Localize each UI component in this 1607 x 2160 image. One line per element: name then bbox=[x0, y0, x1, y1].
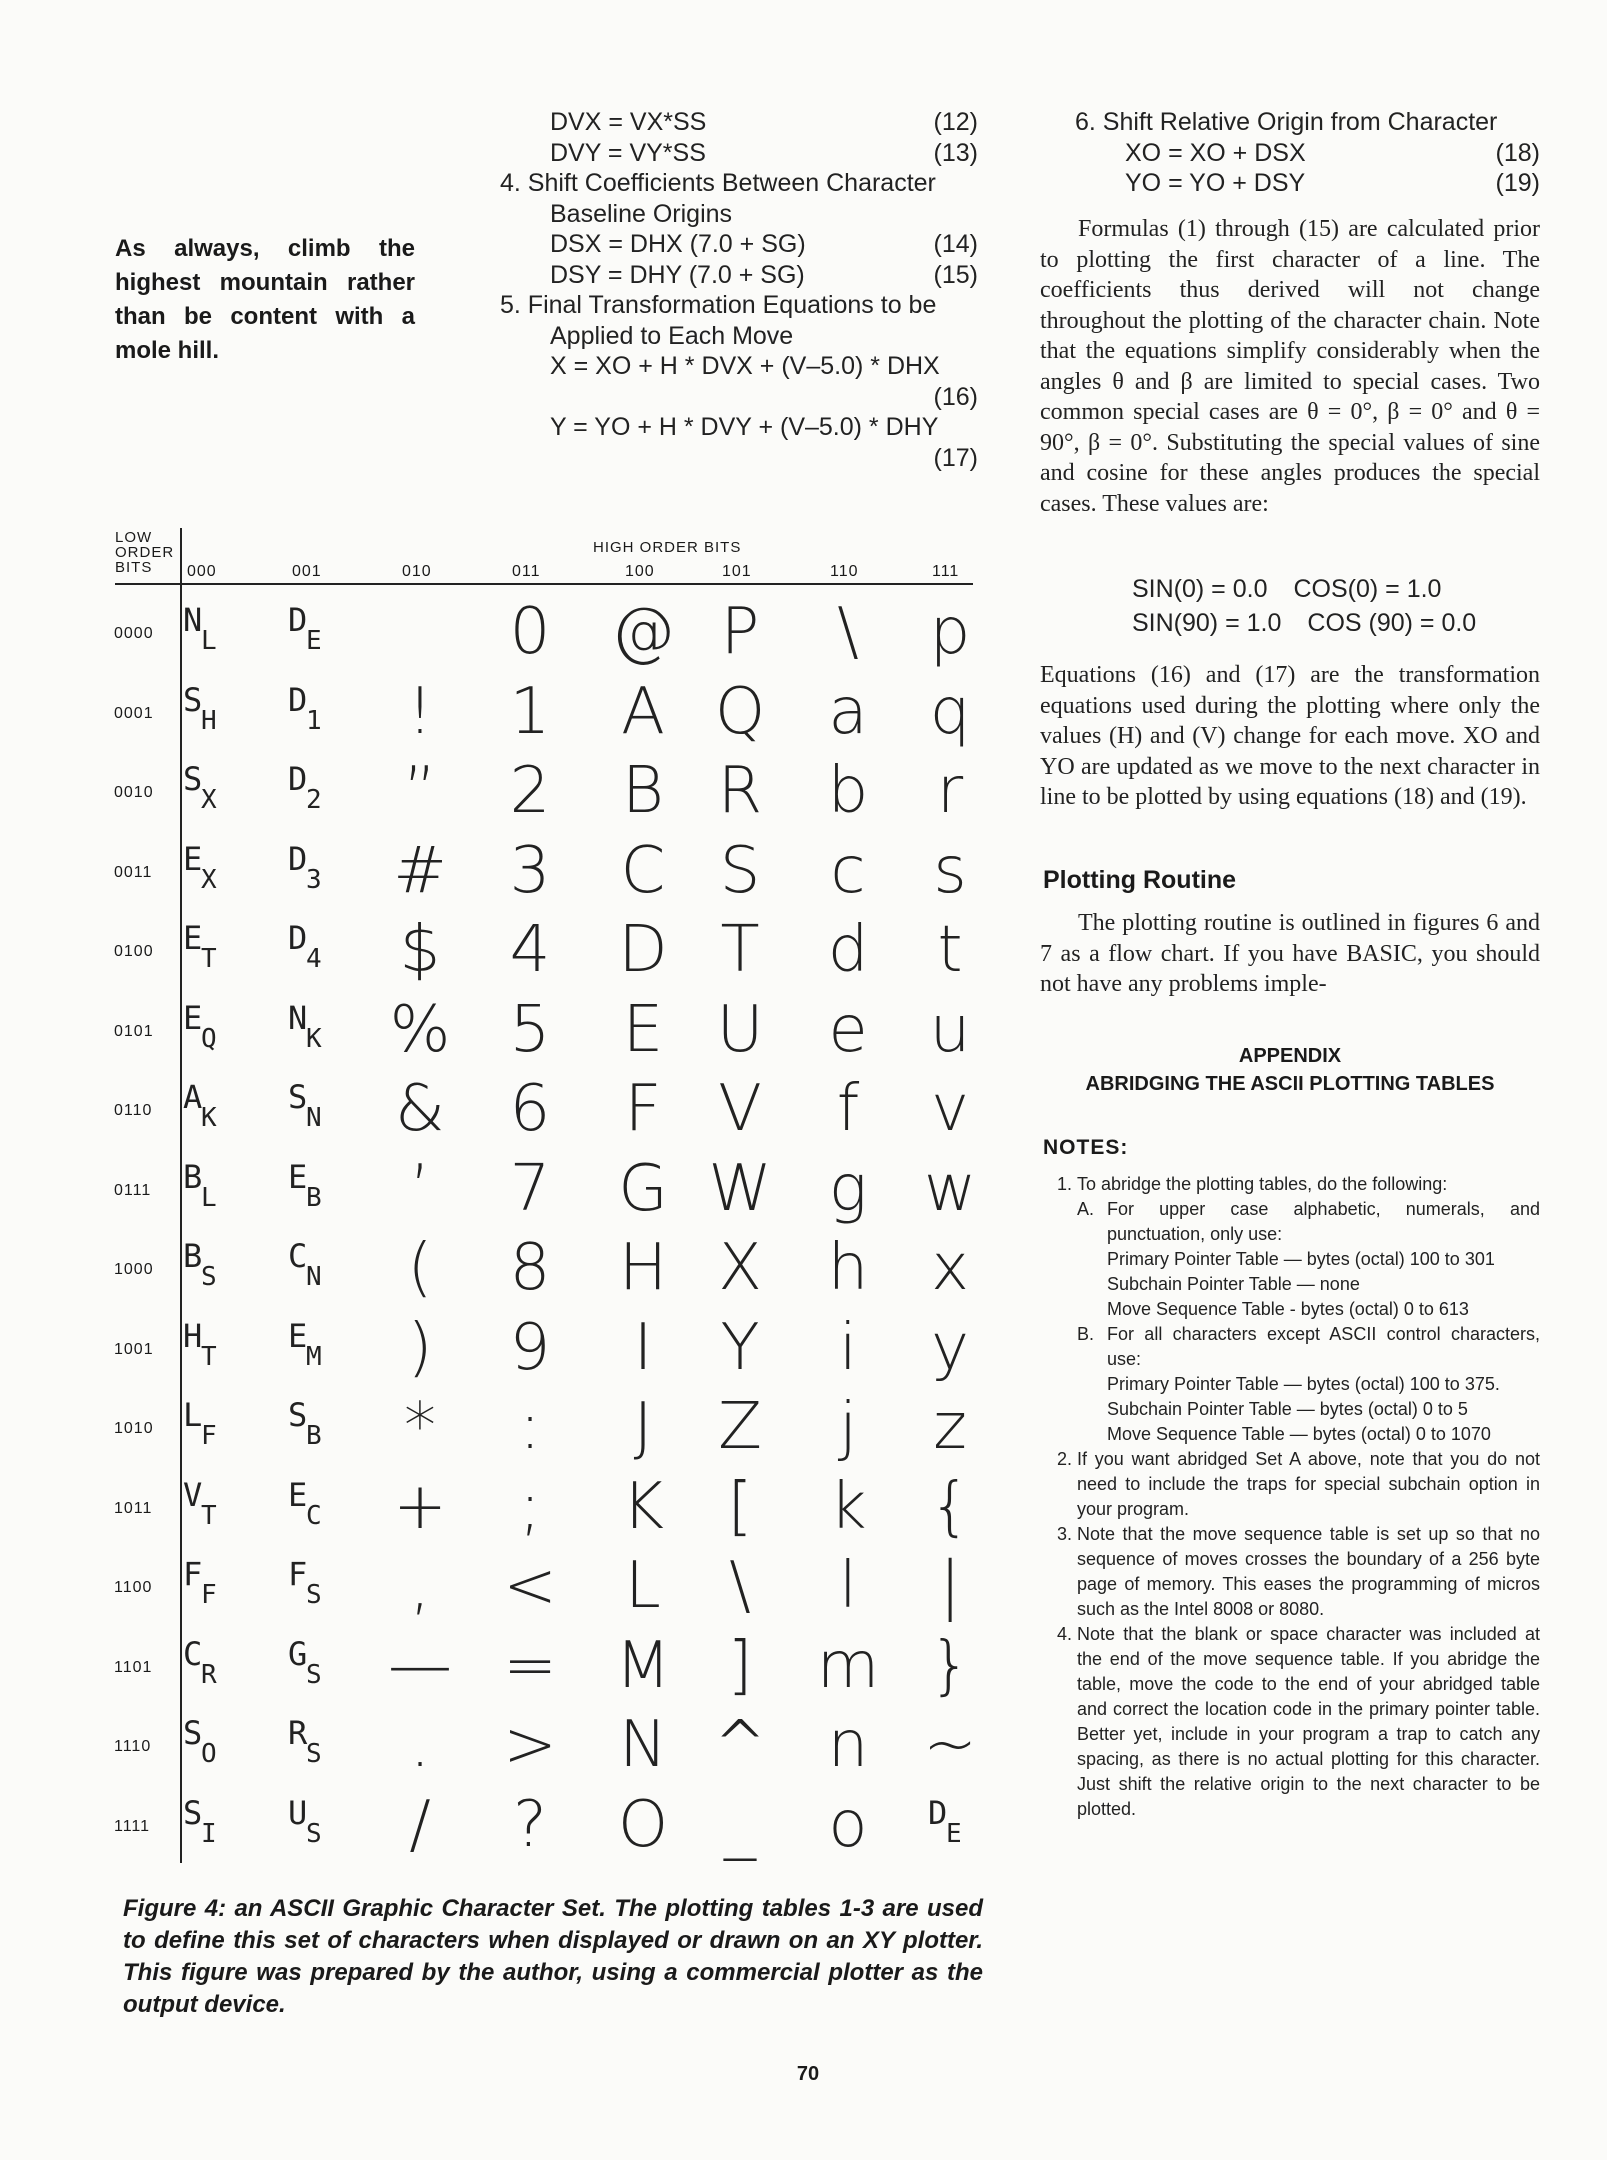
row-header-1101: 1101 bbox=[114, 1658, 153, 1676]
char-cell-000-0010-second-letter: X bbox=[201, 785, 217, 815]
char-cell-001-1110-second-letter: S bbox=[306, 1739, 322, 1769]
char-cell-000-1100-second-letter: F bbox=[201, 1580, 217, 1610]
char-cell-010-0001: ! bbox=[407, 674, 433, 749]
char-cell-001-0101-first-letter: N bbox=[288, 998, 308, 1037]
row-header-0000: 0000 bbox=[114, 625, 154, 642]
char-cell-000-1110-first-letter: S bbox=[183, 1714, 203, 1752]
char-cell-010-1010: * bbox=[404, 1390, 436, 1464]
char-cell-000-0100-first-letter: E bbox=[183, 919, 203, 957]
equation-14: DSX = DHX (7.0 + SG) (14) bbox=[550, 230, 978, 258]
special-values bbox=[1132, 572, 1492, 640]
char-cell-111-1100: | bbox=[939, 1549, 961, 1623]
equation-16-number: (16) bbox=[933, 382, 978, 411]
char-cell-011-1100: < bbox=[503, 1549, 557, 1623]
char-cell-010-0010: ” bbox=[403, 754, 437, 828]
char-cell-011-0001: 1 bbox=[509, 674, 551, 749]
char-cell-000-1111-first-letter: S bbox=[183, 1793, 203, 1832]
char-cell-110-1000: h bbox=[827, 1231, 869, 1305]
char-cell-100-0100: D bbox=[618, 913, 668, 987]
char-cell-101-1110: ^ bbox=[713, 1708, 767, 1782]
char-cell-010-0011: # bbox=[393, 833, 447, 908]
char-cell-110-0011: c bbox=[830, 833, 866, 908]
char-cell-111-1001: y bbox=[931, 1310, 969, 1385]
char-cell-111-0010: r bbox=[936, 754, 964, 828]
char-cell-100-1101: M bbox=[615, 1628, 671, 1703]
char-cell-001-1010-first-letter: S bbox=[288, 1396, 308, 1434]
char-cell-000-1011 bbox=[183, 1475, 233, 1539]
char-cell-100-0111: G bbox=[618, 1151, 668, 1226]
char-cell-110-0100: d bbox=[827, 913, 869, 987]
char-cell-001-1100-second-letter: S bbox=[306, 1580, 322, 1610]
char-cell-000-0001-second-letter: H bbox=[201, 705, 217, 736]
char-cell-010-1101: — bbox=[388, 1628, 452, 1703]
step-4-heading: 4. Shift Coefficients Between Character bbox=[500, 169, 936, 197]
char-cell-000-1111 bbox=[183, 1793, 233, 1857]
char-cell-001-1011-first-letter: E bbox=[288, 1475, 308, 1514]
char-cell-001-0000-first-letter: D bbox=[288, 601, 308, 639]
char-cell-000-1000-first-letter: B bbox=[183, 1237, 203, 1275]
equation-15: DSY = DHY (7.0 + SG) (15) bbox=[550, 260, 978, 289]
step-6-heading: 6. Shift Relative Origin from Character bbox=[1075, 108, 1498, 136]
char-cell-000-0011-first-letter: E bbox=[183, 839, 203, 878]
char-cell-101-0010: R bbox=[717, 754, 763, 828]
char-cell-110-0000: \ bbox=[837, 595, 859, 669]
char-cell-000-0111-second-letter: L bbox=[201, 1182, 217, 1213]
char-cell-001-1100 bbox=[288, 1555, 338, 1618]
row-header-1010: 1010 bbox=[114, 1420, 154, 1437]
char-cell-010-1000: ( bbox=[407, 1231, 433, 1305]
sin-90-value: SIN(90) = 1.0 bbox=[1132, 609, 1282, 637]
char-cell-110-1111: o bbox=[828, 1787, 868, 1862]
char-cell-101-0101: U bbox=[716, 992, 764, 1067]
char-cell-001-0100 bbox=[288, 919, 338, 982]
char-cell-001-0011-first-letter: D bbox=[288, 839, 308, 878]
row-header-1110: 1110 bbox=[114, 1738, 152, 1755]
column-header-000: 000 bbox=[187, 563, 217, 580]
char-cell-001-1010-second-letter: B bbox=[306, 1421, 322, 1451]
char-cell-000-1001 bbox=[183, 1316, 233, 1380]
char-cell-000-1100 bbox=[183, 1555, 233, 1618]
char-cell-001-1011-second-letter: C bbox=[306, 1500, 322, 1531]
cos-90-value: COS (90) = 0.0 bbox=[1307, 609, 1477, 637]
char-cell-001-0100-first-letter: D bbox=[288, 919, 308, 957]
char-cell-001-0111 bbox=[288, 1157, 338, 1221]
char-cell-000-0000-second-letter: L bbox=[201, 626, 217, 656]
figure-caption: Figure 4: an ASCII Graphic Character Set. The plotting tables 1-3 are used to define this set of characters when displayed or drawn on an XY plotter. This figure was prepared by the author, using a commercial plotter as the output device. bbox=[123, 1895, 983, 2018]
char-cell-110-0111: g bbox=[828, 1151, 868, 1226]
step-5-heading: 5. Final Transformation Equations to be bbox=[500, 291, 937, 319]
char-cell-000-1010-second-letter: F bbox=[201, 1421, 217, 1451]
column-header-101: 101 bbox=[722, 563, 752, 580]
char-cell-001-0110-first-letter: S bbox=[288, 1078, 308, 1116]
char-cell-000-0110-second-letter: K bbox=[201, 1103, 217, 1133]
char-cell-011-0000: 0 bbox=[509, 595, 551, 669]
cos-0-value: COS(0) = 1.0 bbox=[1293, 575, 1442, 603]
step-4-subheading: Baseline Origins bbox=[550, 199, 733, 228]
row-header-1111: 1111 bbox=[114, 1817, 151, 1835]
char-cell-001-0111-second-letter: B bbox=[306, 1182, 322, 1213]
char-cell-001-0110 bbox=[288, 1078, 338, 1141]
char-cell-101-0110: V bbox=[718, 1072, 762, 1146]
char-cell-001-0011 bbox=[288, 839, 338, 903]
row-header-0011: 0011 bbox=[114, 863, 153, 881]
high-order-bits-label: HIGH ORDER BITS bbox=[593, 539, 742, 556]
char-cell-000-1001-second-letter: T bbox=[201, 1341, 217, 1372]
char-cell-000-0000-first-letter: N bbox=[183, 601, 203, 639]
char-cell-011-1110: > bbox=[503, 1708, 557, 1782]
char-cell-010-1011: + bbox=[393, 1469, 447, 1544]
row-header-0101: 0101 bbox=[114, 1022, 154, 1040]
char-cell-111-1110: ~ bbox=[923, 1708, 977, 1782]
char-cell-101-1100: \ bbox=[729, 1549, 751, 1623]
char-cell-000-1101-second-letter: R bbox=[201, 1659, 217, 1690]
row-header-0001: 0001 bbox=[114, 704, 154, 722]
char-cell-100-1001: I bbox=[633, 1310, 653, 1385]
equation-12: DVX = VX*SS (12) bbox=[550, 108, 978, 136]
char-cell-010-0101: % bbox=[389, 992, 451, 1067]
char-cell-011-0010: 2 bbox=[509, 754, 551, 828]
char-cell-111-1111-second-letter: E bbox=[946, 1818, 962, 1849]
char-cell-001-0111-first-letter: E bbox=[288, 1157, 308, 1196]
sin-0-value: SIN(0) = 0.0 bbox=[1132, 575, 1268, 603]
step-5-subheading: Applied to Each Move bbox=[550, 321, 794, 350]
low-order-bits-label: LOW ORDER BITS bbox=[115, 529, 175, 576]
column-header-011: 011 bbox=[512, 563, 541, 580]
char-cell-001-0001-second-letter: 1 bbox=[306, 705, 322, 736]
column-header-010: 010 bbox=[402, 563, 432, 580]
char-cell-001-1000-second-letter: N bbox=[306, 1262, 322, 1292]
char-cell-001-0010 bbox=[288, 760, 338, 823]
char-cell-001-0000-second-letter: E bbox=[306, 626, 322, 656]
char-cell-000-0100-second-letter: T bbox=[201, 944, 217, 974]
char-cell-001-1111-first-letter: U bbox=[288, 1793, 308, 1832]
char-cell-011-1101: = bbox=[503, 1628, 557, 1703]
char-cell-111-0011: s bbox=[933, 833, 967, 908]
char-cell-000-0110-first-letter: A bbox=[183, 1078, 203, 1116]
char-cell-000-0011 bbox=[183, 839, 233, 903]
char-cell-110-0101: e bbox=[828, 992, 868, 1067]
char-cell-111-1111 bbox=[928, 1793, 978, 1857]
char-cell-001-1111 bbox=[288, 1793, 338, 1857]
char-cell-011-1111: ? bbox=[513, 1787, 547, 1862]
char-cell-111-1011: { bbox=[929, 1469, 971, 1544]
char-cell-010-1100: , bbox=[409, 1549, 431, 1623]
char-cell-001-1100-first-letter: F bbox=[288, 1555, 308, 1593]
char-cell-100-1000: H bbox=[618, 1231, 668, 1305]
note-1: 1. To abridge the plotting tables, do the following: A. For upper case alphabetic, numerals, and punctuation, only use: Primary Pointer Table — bytes (octal) 100 to 301 Subchain Pointer Table — none Move Sequence Table - bytes (octal) 0 to 613 B. For all characters except ASCII control characters, use: Primary Pointer Table — bytes (octal) 100 to 375. Subchain Pointer Table — bytes (octal) 0 to 5 Move Sequence Table — bytes (octal) 0 to 1070 bbox=[1077, 1172, 1540, 1447]
char-cell-001-0010-first-letter: D bbox=[288, 760, 308, 798]
char-cell-111-0001: q bbox=[929, 674, 971, 749]
char-cell-100-1011: K bbox=[622, 1469, 664, 1544]
char-cell-000-1110-second-letter: O bbox=[201, 1739, 217, 1769]
char-cell-011-0110: 6 bbox=[509, 1072, 551, 1146]
char-cell-000-0100 bbox=[183, 919, 233, 982]
char-cell-110-1010: j bbox=[839, 1390, 857, 1464]
row-header-1100: 1100 bbox=[114, 1579, 153, 1596]
char-cell-010-0100: $ bbox=[399, 913, 441, 987]
char-cell-001-0101 bbox=[288, 998, 338, 1062]
char-cell-010-1111: / bbox=[409, 1787, 431, 1862]
appendix-title: APPENDIX bbox=[1238, 1045, 1342, 1067]
char-cell-010-1001: ) bbox=[407, 1310, 433, 1385]
char-cell-000-1101 bbox=[183, 1634, 233, 1698]
row-header-0100: 0100 bbox=[114, 943, 154, 960]
char-cell-001-1101-second-letter: S bbox=[306, 1659, 322, 1690]
note-2: 2. If you want abridged Set A above, note that you do not need to include the traps for special subchain option in your program. bbox=[1077, 1447, 1540, 1522]
column-header-110: 110 bbox=[830, 563, 859, 580]
appendix-subtitle: ABRIDGING THE ASCII PLOTTING TABLES bbox=[1085, 1073, 1495, 1095]
char-cell-000-0011-second-letter: X bbox=[201, 864, 217, 895]
char-cell-000-0101 bbox=[183, 998, 233, 1062]
row-header-0111: 0111 bbox=[114, 1181, 152, 1199]
char-cell-111-0000: p bbox=[929, 595, 971, 669]
char-cell-001-0101-second-letter: K bbox=[306, 1023, 322, 1054]
char-cell-001-1000-first-letter: C bbox=[288, 1237, 308, 1275]
char-cell-001-0001-first-letter: D bbox=[288, 680, 308, 719]
column-header-001: 001 bbox=[292, 563, 322, 580]
column-header-100: 100 bbox=[625, 563, 655, 580]
char-cell-101-1010: Z bbox=[718, 1390, 762, 1464]
char-cell-000-0001 bbox=[183, 680, 233, 744]
char-cell-100-0000: @ bbox=[611, 595, 675, 669]
row-header-1000: 1000 bbox=[114, 1261, 154, 1278]
figure-vertical-rule bbox=[180, 528, 182, 1863]
char-cell-000-0001-first-letter: S bbox=[183, 680, 203, 719]
char-cell-111-0110: v bbox=[931, 1072, 969, 1146]
char-cell-111-1111-first-letter: D bbox=[928, 1793, 948, 1832]
char-cell-100-1111: O bbox=[617, 1787, 669, 1862]
char-cell-101-0111: W bbox=[708, 1151, 772, 1226]
char-cell-001-1110-first-letter: R bbox=[288, 1714, 308, 1752]
char-cell-001-1011 bbox=[288, 1475, 338, 1539]
char-cell-100-1110: N bbox=[619, 1708, 667, 1782]
char-cell-101-0100: T bbox=[720, 913, 760, 987]
char-cell-001-1001-second-letter: M bbox=[306, 1341, 322, 1372]
char-cell-001-0100-second-letter: 4 bbox=[306, 944, 322, 974]
section-heading-plotting-routine: Plotting Routine bbox=[1043, 866, 1237, 894]
paragraph-plotting-routine: The plotting routine is outlined in figures 6 and 7 as a flow chart. If you have BASIC, you should not have any problems imple- bbox=[1040, 910, 1540, 997]
figure-horizontal-rule bbox=[115, 583, 973, 585]
char-cell-000-1011-first-letter: V bbox=[183, 1475, 203, 1514]
column-header-111: 111 bbox=[932, 563, 960, 580]
page-number: 70 bbox=[796, 2063, 820, 2085]
equation-19: YO = YO + DSY (19) bbox=[1125, 169, 1540, 197]
char-cell-011-1010: : bbox=[519, 1390, 541, 1464]
char-cell-010-1110: . bbox=[409, 1708, 431, 1782]
equation-17-number: (17) bbox=[933, 443, 978, 472]
paragraph-formulas: Formulas (1) through (15) are calculated prior to plotting the first character of a line. The coefficients thus derived will not change throughout the plotting of the character chain. Note that the equations simplify considerably when the angles θ and β are limited to special cases. Two common special cases are θ = 0°, β = 0° and θ = 90°, β = 0°. Substituting the special values of sine and cosine for these angles produces the special cases. These values are: bbox=[1040, 216, 1540, 517]
char-cell-100-1100: L bbox=[625, 1549, 661, 1623]
char-cell-011-1011: ; bbox=[519, 1469, 541, 1544]
char-cell-000-1000 bbox=[183, 1237, 233, 1300]
char-cell-001-0110-second-letter: N bbox=[306, 1103, 322, 1133]
char-cell-000-1010-first-letter: L bbox=[183, 1396, 203, 1434]
char-cell-010-0111: ’ bbox=[409, 1151, 431, 1226]
char-cell-000-0010 bbox=[183, 760, 233, 823]
char-cell-001-1101 bbox=[288, 1634, 338, 1698]
char-cell-111-0101: u bbox=[929, 992, 971, 1067]
char-cell-001-0001 bbox=[288, 680, 338, 744]
char-cell-000-0110 bbox=[183, 1078, 233, 1141]
char-cell-011-0101: 5 bbox=[509, 992, 551, 1067]
char-cell-000-1100-first-letter: F bbox=[183, 1555, 203, 1593]
char-cell-111-1101: } bbox=[929, 1628, 971, 1703]
char-cell-101-1101: ] bbox=[727, 1628, 753, 1703]
char-cell-111-0111: w bbox=[923, 1151, 977, 1226]
char-cell-111-0100: t bbox=[937, 913, 963, 987]
notes-title: NOTES: bbox=[1043, 1136, 1129, 1159]
row-header-0010: 0010 bbox=[114, 784, 154, 801]
char-cell-100-0101: E bbox=[622, 992, 664, 1067]
char-cell-000-0010-first-letter: S bbox=[183, 760, 203, 798]
char-cell-001-0011-second-letter: 3 bbox=[306, 864, 322, 895]
row-header-1011: 1011 bbox=[114, 1499, 153, 1517]
char-cell-100-0110: F bbox=[624, 1072, 662, 1146]
char-cell-101-1000: X bbox=[718, 1231, 762, 1305]
char-cell-110-0001: a bbox=[828, 674, 868, 749]
note-4: 4. Note that the blank or space character was included at the end of the move sequence table. If you abridge the table, move the code to the end of your abridged table and correct the location code in the primary pointer table. Better yet, include in your program a trap to catch any spacing, as there is no actual plotting for this character. Just shift the relative origin to the next character to be plotted. bbox=[1077, 1622, 1540, 1822]
char-cell-011-0100: 4 bbox=[509, 913, 551, 987]
char-cell-101-0011: S bbox=[719, 833, 761, 908]
char-cell-000-1011-second-letter: T bbox=[201, 1500, 217, 1531]
char-cell-000-1111-second-letter: I bbox=[201, 1818, 217, 1849]
char-cell-000-0111 bbox=[183, 1157, 233, 1221]
char-cell-000-1010 bbox=[183, 1396, 233, 1459]
equation-13: DVY = VY*SS (13) bbox=[550, 138, 978, 167]
char-cell-111-1010: z bbox=[933, 1390, 967, 1464]
char-cell-000-1000-second-letter: S bbox=[201, 1262, 217, 1292]
char-cell-101-1011: [ bbox=[727, 1469, 753, 1544]
char-cell-000-1101-first-letter: C bbox=[183, 1634, 203, 1673]
char-cell-101-0000: P bbox=[720, 595, 760, 669]
char-cell-000-0111-first-letter: B bbox=[183, 1157, 203, 1196]
char-cell-000-0101-second-letter: Q bbox=[201, 1023, 217, 1054]
row-header-0110: 0110 bbox=[114, 1102, 153, 1119]
char-cell-100-1010: J bbox=[633, 1390, 653, 1464]
char-cell-101-1111: _ bbox=[724, 1787, 756, 1862]
char-cell-000-1110 bbox=[183, 1714, 233, 1777]
pull-quote: As always, climb the highest mountain rather than be content with a mole hill. bbox=[115, 235, 415, 364]
equation-17: Y = YO + H * DVY + (V–5.0) * DHY bbox=[550, 413, 939, 441]
char-cell-100-0011: C bbox=[620, 833, 666, 908]
char-cell-110-1100: l bbox=[839, 1549, 857, 1623]
note-3: 3. Note that the move sequence table is set up so that no sequence of moves crosses the boundary of a 256 byte page of memory. This eases the programming of micros such as the Intel 8008 or 8080. bbox=[1077, 1522, 1540, 1622]
equation-18: XO = XO + DSX (18) bbox=[1125, 138, 1540, 167]
char-cell-100-0001: A bbox=[621, 674, 665, 749]
char-cell-001-1110 bbox=[288, 1714, 338, 1777]
char-cell-100-0010: B bbox=[622, 754, 664, 828]
appendix-heading bbox=[1040, 1042, 1540, 1098]
char-cell-101-0001: Q bbox=[714, 674, 766, 749]
equation-16: X = XO + H * DVX + (V–5.0) * DHX bbox=[550, 352, 940, 380]
char-cell-110-1001: i bbox=[839, 1310, 857, 1385]
char-cell-001-1000 bbox=[288, 1237, 338, 1300]
char-cell-011-0011: 3 bbox=[509, 833, 551, 908]
char-cell-000-0000 bbox=[183, 601, 233, 664]
notes-list bbox=[1043, 1172, 1540, 1822]
char-cell-001-1111-second-letter: S bbox=[306, 1818, 322, 1849]
char-cell-110-1110: n bbox=[827, 1708, 869, 1782]
char-cell-011-0111: 7 bbox=[509, 1151, 551, 1226]
char-cell-011-1000: 8 bbox=[509, 1231, 551, 1305]
char-cell-000-0101-first-letter: E bbox=[183, 998, 203, 1037]
char-cell-001-1010 bbox=[288, 1396, 338, 1459]
char-cell-110-0010: b bbox=[827, 754, 869, 828]
char-cell-110-0110: f bbox=[836, 1072, 860, 1146]
char-cell-001-1101-first-letter: G bbox=[288, 1634, 308, 1673]
char-cell-001-1001-first-letter: E bbox=[288, 1316, 308, 1355]
paragraph-transformation: Equations (16) and (17) are the transformation equations used during the plotting where only the values (H) and (V) change for each move. XO and YO are updated as we move to the next character in line to be plotted by using equations (18) and (19). bbox=[1040, 662, 1540, 810]
char-cell-110-1011: k bbox=[829, 1469, 867, 1544]
char-cell-001-1001 bbox=[288, 1316, 338, 1380]
char-cell-111-1000: x bbox=[931, 1231, 969, 1305]
right-equations bbox=[1075, 107, 1540, 199]
char-cell-011-1001: 9 bbox=[509, 1310, 551, 1385]
char-cell-001-0000 bbox=[288, 601, 338, 664]
char-cell-001-0010-second-letter: 2 bbox=[306, 785, 322, 815]
char-cell-010-0110: & bbox=[395, 1072, 445, 1146]
row-header-1001: 1001 bbox=[114, 1340, 154, 1358]
char-cell-110-1101: m bbox=[816, 1628, 880, 1703]
char-cell-101-1001: Y bbox=[720, 1310, 760, 1385]
char-cell-000-1001-first-letter: H bbox=[183, 1316, 203, 1355]
